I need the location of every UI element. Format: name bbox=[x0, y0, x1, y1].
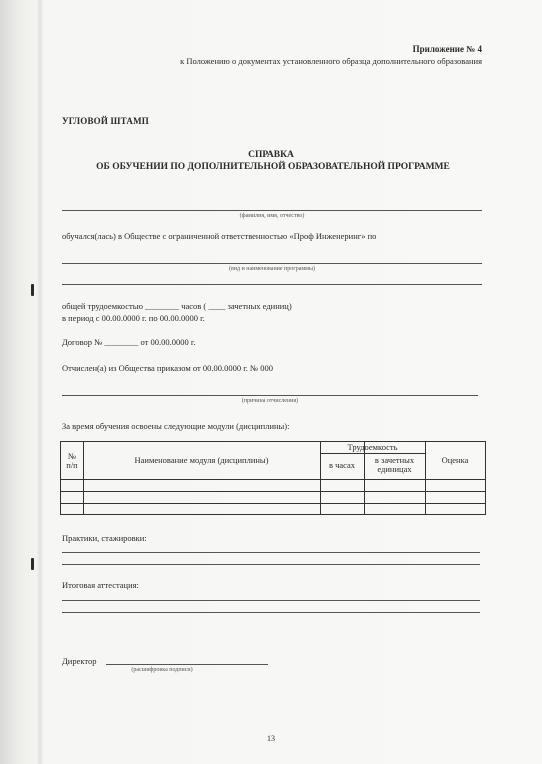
practices-line-2 bbox=[62, 564, 480, 565]
program-line bbox=[62, 263, 482, 264]
reason-caption: (причина отчисления) bbox=[241, 398, 299, 404]
col-credits-header: в зачетных единицах bbox=[374, 455, 415, 474]
contract-text: Договор № ________ от 00.00.0000 г. bbox=[62, 337, 196, 347]
practices-label: Практики, стажировки: bbox=[62, 533, 147, 543]
col-name-header: Наименование модуля (дисциплины) bbox=[134, 455, 269, 465]
modules-table bbox=[60, 441, 486, 515]
period-text: в период с 00.00.0000 г. по 00.00.0000 г. bbox=[62, 313, 205, 323]
final-line bbox=[62, 600, 480, 601]
final-attestation-label: Итоговая аттестация: bbox=[62, 580, 139, 590]
binding-mark bbox=[31, 284, 34, 296]
binding-mark bbox=[31, 558, 34, 570]
reason-line bbox=[62, 395, 478, 396]
appendix-title: Приложение № 4 bbox=[412, 44, 482, 54]
final-line-2 bbox=[62, 612, 480, 613]
col-grade-header: Оценка bbox=[441, 455, 469, 465]
studied-text: обучался(лась) в Обществе с ограниченной ответственностью «Проф Инженеринг» по bbox=[62, 231, 377, 241]
fio-caption: (фамилия, имя, отчество) bbox=[239, 213, 305, 219]
col-num-header: № п/п bbox=[66, 451, 78, 470]
director-label: Директор bbox=[62, 656, 97, 666]
col-hours-header: в часах bbox=[328, 460, 356, 470]
page-number: 13 bbox=[267, 734, 275, 743]
appendix-subtitle: к Положению о документах установленного образца дополнительного образования bbox=[180, 56, 482, 66]
expelled-text: Отчислен(а) из Общества приказом от 00.00.0000 г. № 000 bbox=[62, 363, 274, 373]
program-caption: (вид и наименование программы) bbox=[228, 266, 316, 272]
practices-line bbox=[62, 552, 480, 553]
document-title: СПРАВКА bbox=[248, 150, 294, 160]
signature-line bbox=[106, 664, 268, 665]
document-subtitle: ОБ ОБУЧЕНИИ ПО ДОПОЛНИТЕЛЬНОЙ ОБРАЗОВАТЕЛЬНОЙ ПРОГРАММЕ bbox=[96, 162, 450, 172]
col-workload-header: Трудоемкость bbox=[347, 442, 398, 452]
modules-intro: За время обучения освоены следующие модули (дисциплины): bbox=[62, 421, 290, 431]
program-line-2 bbox=[62, 284, 482, 285]
binding-shadow bbox=[36, 0, 44, 764]
signature-caption: (расшифровка подписи) bbox=[131, 667, 193, 673]
workload-text: общей трудоемкостью ________ часов ( ____ зачетных единиц) bbox=[62, 301, 292, 311]
corner-stamp-label: УГЛОВОЙ ШТАМП bbox=[62, 116, 149, 126]
fio-line bbox=[62, 210, 482, 211]
